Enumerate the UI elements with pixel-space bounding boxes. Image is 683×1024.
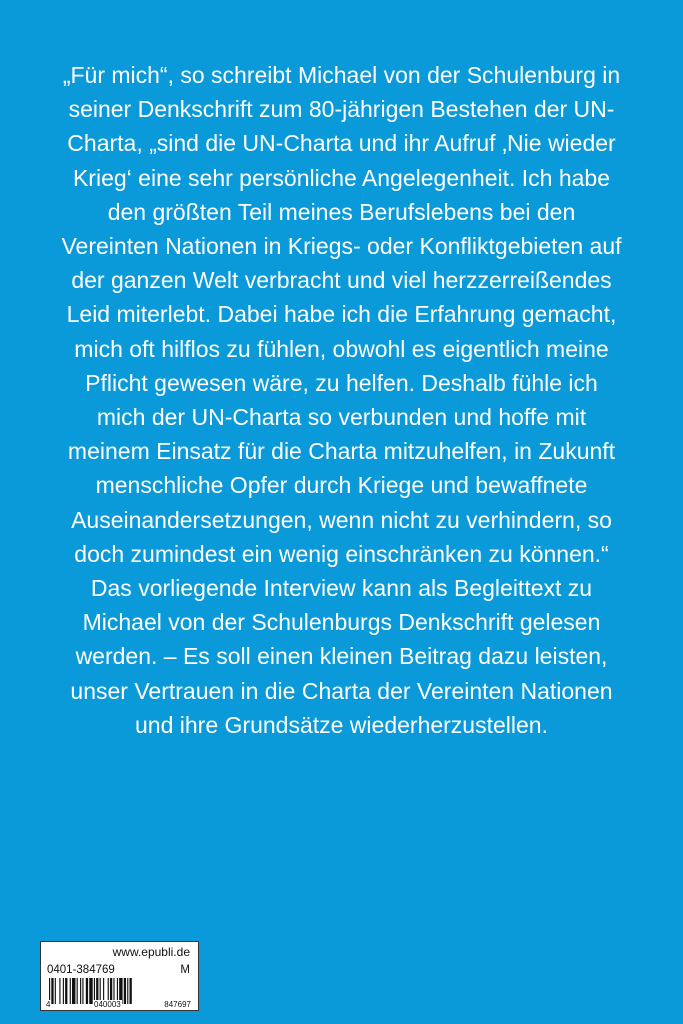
barcode-label	[40, 941, 199, 1011]
barcode-digit-lead: 4	[46, 1000, 51, 1009]
barcode-suffix: M	[180, 964, 190, 976]
blurb-quote-paragraph: „Für mich“, so schreibt Michael von der Schulenburg in seiner Denkschrift zum 80-jährigen Bestehen der UN-Charta, „sind die UN-Charta und ihr Aufruf ‚Nie wieder Krieg‘ eine sehr persönliche Angelegenheit. Ich habe den größten Teil meines Berufslebens bei den Vereinten Nationen in Kriegs- oder Konfliktgebieten auf der ganzen Welt verbracht und viel herzzerreißendes Leid miterlebt. Dabei habe ich die Erfahrung gemacht, mich oft hilflos zu fühlen, obwohl es eigentlich meine Pflicht gewesen wäre, zu helfen. Deshalb fühle ich mich der UN-Charta so verbunden und hoffe mit meinem Einsatz für die Charta mitzuhelfen, in Zukunft menschliche Opfer durch Kriege und bewaffnete Auseinandersetzungen, wenn nicht zu verhindern, so doch zumindest ein wenig einschränken zu können.“	[61, 62, 622, 567]
barcode-digit-group-1: 040003	[94, 1000, 121, 1009]
barcode-digit-group-2: 847697	[164, 1000, 191, 1009]
barcode-digits	[45, 1000, 192, 1009]
back-cover-blurb	[60, 58, 623, 742]
barcode-code-line	[47, 964, 190, 976]
barcode-code: 0401-384769	[47, 964, 115, 976]
blurb-description-paragraph: Das vorliegende Interview kann als Begleittext zu Michael von der Schulenburgs Denkschrift gelesen werden. – Es soll einen kleinen Beitrag dazu leisten, unser Vertrauen in die Charta der Vereinten Nationen und ihre Grundsätze wiederherzustellen.	[70, 575, 613, 738]
publisher-url: www.epubli.de	[112, 945, 190, 959]
